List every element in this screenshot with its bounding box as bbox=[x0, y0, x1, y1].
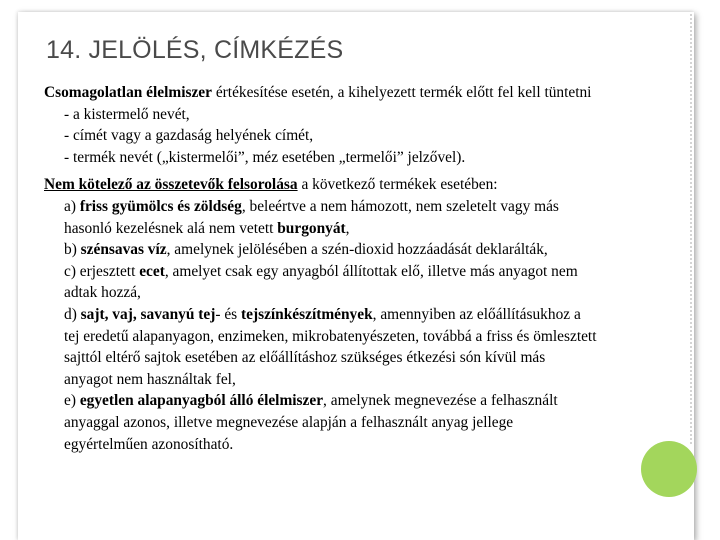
item-d-bold: sajt, vaj, savanyú tej bbox=[80, 305, 216, 323]
para2-heading bbox=[44, 174, 694, 196]
para1-text: értékesítése esetén, a kihelyezett termék előtt fel kell tüntetni bbox=[211, 84, 592, 101]
item-d-bold2: tejszínkészítmények bbox=[241, 305, 373, 323]
item-c-bold: ecet bbox=[139, 262, 165, 280]
para2-heading-bold: Nem kötelező az összetevők felsorolása bbox=[44, 176, 298, 194]
para1-item-address: - címét vagy a gazdaság helyének címét, bbox=[64, 127, 314, 145]
para1-item-name: - a kistermelő nevét, bbox=[64, 105, 190, 123]
item-c-line2: adtak hozzá, bbox=[64, 284, 141, 302]
para1-line1 bbox=[44, 82, 694, 104]
item-d-line3: sajttól eltérő sajtok esetében az előállításhoz szükséges étkezési són kívül más bbox=[64, 349, 546, 367]
item-d-line4: anyagot nem használtak fel, bbox=[64, 370, 236, 388]
item-a-bold2: burgonyát bbox=[277, 219, 346, 237]
para1-bold: Csomagolatlan élelmiszer bbox=[44, 84, 212, 101]
slide-title: 14. JELÖLÉS, CÍMKÉZÉS bbox=[46, 36, 344, 64]
item-e-line2: anyaggal azonos, illetve megnevezése alapján a felhasznált anyag jellege bbox=[64, 413, 514, 431]
item-e-line3: egyértelműen azonosítható. bbox=[64, 435, 234, 453]
slide-body bbox=[44, 82, 694, 455]
item-a-bold: friss gyümölcs és zöldség bbox=[79, 197, 242, 215]
item-b: b) szénsavas víz, amelynek jelölésében a szén-dioxid hozzáadását deklarálták, bbox=[64, 241, 548, 259]
item-e-line1: e) egyetlen alapanyagból álló élelmiszer, amelynek megnevezése a felhasznált bbox=[64, 392, 558, 410]
item-a-line2: hasonló kezelésnek alá nem vetett burgonyát, bbox=[64, 219, 350, 237]
item-a-line1: a) friss gyümölcs és zöldség, beleértve a nem hámozott, nem szeletelt vagy más bbox=[64, 197, 559, 215]
para1-item-product: - termék nevét („kistermelői”, méz esetében „termelői” jelzővel). bbox=[64, 148, 466, 166]
item-d-line2: tej eredetű alapanyagon, enzimeken, mikrobatenyészeten, továbbá a friss és ömlesztett bbox=[64, 327, 597, 345]
item-c-line1: c) erjesztett ecet, amelyet csak egy anyagból állítottak elő, illetve más anyagot nem bbox=[64, 262, 578, 280]
para2-heading-text: a következő termékek esetében: bbox=[297, 176, 498, 194]
item-e-bold: egyetlen alapanyagból álló élelmiszer bbox=[79, 392, 324, 410]
item-d-line1: d) sajt, vaj, savanyú tej- és tejszínkészítmények, amennyiben az előállításukhoz a bbox=[64, 305, 581, 323]
item-b-bold: szénsavas víz bbox=[80, 241, 167, 259]
